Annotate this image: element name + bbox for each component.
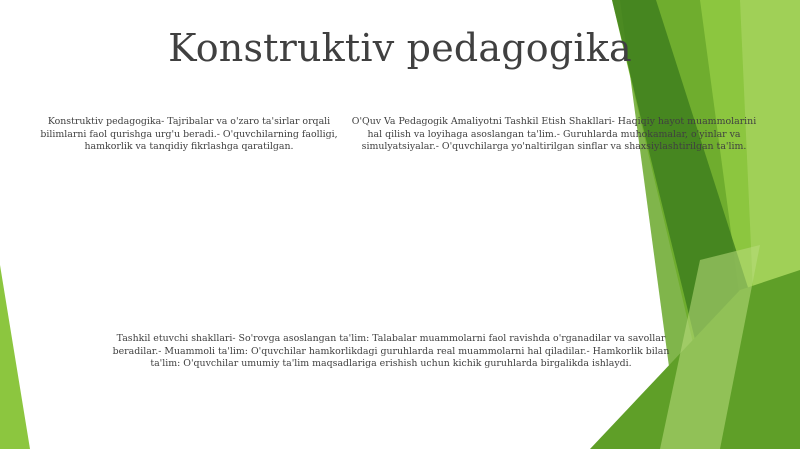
text-box-right: O'Quv Va Pedagogik Amaliyotni Tashkil Etish Shakllari- Haqiqiy hayot muammolarini hal qilish va loyihaga asoslangan ta'lim.- Guruhlarda muhokamalar, o'yinlar va simulyatsiyalar.- O'quvchilarga yo'naltirilgan sinflar va shaxsiylashtirilgan ta'lim. xyxy=(351,116,757,152)
text-box-left: Konstruktiv pedagogika- Tajribalar va o'zaro ta'sirlar orqali bilimlarni faol qurishga urg'u beradi.- O'quvchilarning faolligi, hamkorlik va tanqidiy fikrlashga qaratilgan. xyxy=(40,116,338,152)
left-edge-shape xyxy=(0,265,30,449)
text-box-bottom: Tashkil etuvchi shakllari- So'rovga asoslangan ta'lim: Talabalar muammolarni faol ravishda o'rganadilar va savollar beradilar.- Muammoli ta'lim: O'quvchilar hamkorlikdagi guruhlarda real muammolarni hal qiladilar.- Hamkorlik bilan ta'lim: O'quvchilar umumiy ta'lim maqsadlariga erishish uchun kichik guruhlarda birgalikda ishlaydi. xyxy=(112,333,670,369)
slide-title: Konstruktiv pedagogika xyxy=(168,26,632,70)
